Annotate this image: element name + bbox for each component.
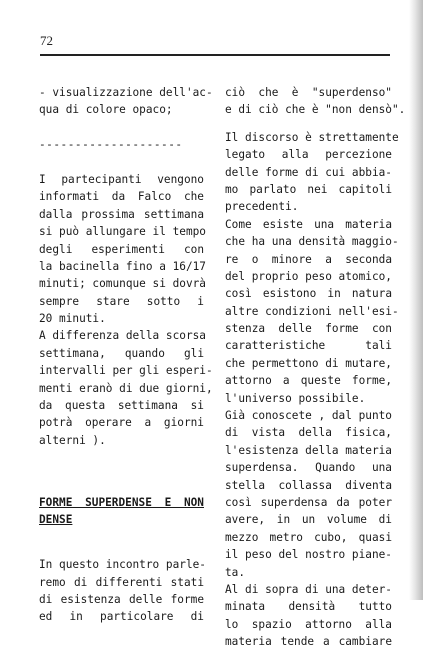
left-column [39, 84, 213, 626]
text-line: avere, in un volume di [225, 513, 392, 527]
text-line: A differenza della scorsa [39, 329, 206, 343]
paragraph [225, 581, 392, 651]
text-line: minuti; comunque si dovrà [39, 277, 206, 291]
page-edge-shadow [409, 0, 423, 600]
text-line: I partecipanti vengono [39, 172, 204, 186]
paragraph [225, 129, 399, 216]
text-line: informati da Falco che [39, 190, 204, 204]
text-line: delle forme di cui abbia- [225, 165, 392, 179]
text-line: altre condizioni nell'esi- [225, 304, 399, 318]
text-line: Al di sopra di una deter- [225, 582, 392, 596]
text-line: l'universo possibile. [225, 391, 366, 405]
text-line: Come esiste una materia [225, 217, 392, 231]
text-line: intervalli per gli esperi- [39, 364, 213, 378]
text-line: dalla prossima settimana [39, 207, 204, 221]
paragraph [225, 216, 399, 407]
text-line: da questa settimana si [39, 399, 204, 413]
text-line: potrà operare a giorni [39, 416, 204, 430]
text-line: ed in particolare di [39, 610, 204, 624]
intro-list-item [39, 84, 213, 119]
text-line: la bacinella fino a 16/17 [39, 259, 206, 273]
text-line: stella collassa diventa [225, 478, 392, 492]
paragraph [225, 84, 406, 119]
text-line: re o minore a seconda [225, 252, 392, 266]
text-line: lo spazio attorno alla [225, 617, 392, 631]
text-line: il peso del nostro piane- [225, 548, 392, 562]
text-line: di esistenza delle forme [39, 592, 204, 606]
text-line: che permettono di mutare, [225, 356, 392, 370]
paragraph [39, 556, 204, 626]
text-line: Già conoscete , dal punto [225, 409, 392, 423]
text-line: legato alla percezione [225, 148, 392, 162]
text-line: di vista della fisica, [225, 426, 392, 440]
text-line: ta. [225, 565, 246, 579]
text-line: così superdensa da poter [225, 495, 392, 509]
text-line: sempre stare sotto i [39, 294, 204, 308]
text-line: caratteristiche tali [225, 339, 392, 353]
header-rule [40, 54, 390, 56]
paragraph [39, 327, 213, 449]
separator-dashes: -------------------- [39, 138, 183, 152]
text-line: ciò che è "superdenso" [225, 86, 392, 99]
right-column [225, 84, 406, 651]
page-number: 72 [40, 33, 53, 48]
text-line: menti eranò di due giorni, [39, 381, 213, 395]
text-line: 20 minuti. [39, 312, 106, 326]
text-line: degli esperimenti con [39, 242, 204, 256]
text-line: del proprio peso atomico, [225, 269, 392, 283]
text-line: così esistono in natura [225, 287, 392, 301]
text-line: precedenti. [225, 200, 299, 214]
text-line: l'esistenza della materia [225, 443, 392, 457]
text-line: settimana, quando gli [39, 346, 204, 360]
text-line: alterni ). [39, 433, 106, 447]
text-line: - visualizzazione dell'ac- [39, 86, 213, 99]
text-line: qua di colore opaco; [39, 103, 173, 117]
text-line: attorno a queste forme, [225, 374, 392, 388]
text-line: mo parlato nei capitoli [225, 182, 392, 196]
heading-line: DENSE [39, 513, 73, 527]
text-line: In questo incontro parle- [39, 558, 206, 572]
text-line: Il discorso è strettamente [225, 130, 399, 144]
text-line: mezzo metro cubo, quasi [225, 530, 392, 544]
text-line: si può allungare il tempo [39, 225, 206, 239]
text-line: e di ciò che è "non densò". [225, 103, 406, 117]
text-line: superdensa. Quando una [225, 461, 392, 475]
heading-line: FORME SUPERDENSE E NON [39, 495, 204, 509]
text-line: materia tende a cambiare [225, 635, 392, 649]
text-line: che ha una densità maggio- [225, 235, 399, 249]
text-line: stenza delle forme con [225, 322, 392, 336]
section-heading [39, 494, 204, 529]
paragraph [225, 407, 392, 581]
text-line: minata densità tutto [225, 600, 392, 614]
paragraph [39, 171, 204, 328]
text-line: remo di differenti stati [39, 575, 204, 589]
